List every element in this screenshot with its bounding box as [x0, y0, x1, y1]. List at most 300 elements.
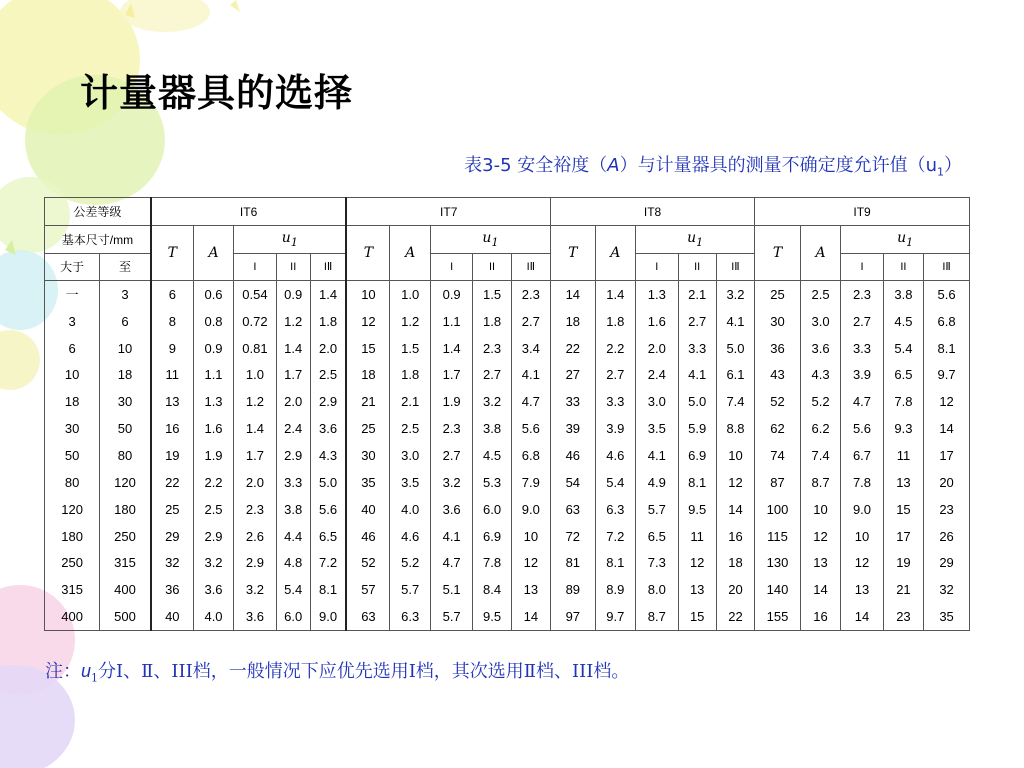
table-cell: 10 [45, 362, 100, 389]
table-cell: 2.9 [234, 549, 277, 576]
note-text: 分Ⅰ、Ⅱ、III档，一般情况下应优先选用Ⅰ档，其次选用Ⅱ档、III档。 [98, 661, 630, 682]
table-cell: 1.0 [234, 362, 277, 389]
table-cell: 1.1 [430, 308, 473, 335]
table-cell: 12 [716, 469, 754, 496]
table-cell: 14 [924, 415, 970, 442]
table-cell: 1.7 [276, 362, 310, 389]
table-row [45, 388, 970, 415]
table-cell: 5.0 [310, 469, 346, 496]
caption-subscript: 1 [937, 165, 944, 179]
table-cell: 16 [800, 603, 840, 630]
table-cell: 5.9 [678, 415, 716, 442]
header-t-it8: T [551, 226, 596, 281]
table-cell: 7.4 [716, 388, 754, 415]
table-cell: 15 [346, 335, 390, 362]
table-cell: 4.3 [800, 362, 840, 389]
table-cell: 17 [924, 442, 970, 469]
caption-middle: ）与计量器具的测量不确定度允许值（u [619, 155, 937, 176]
table-cell: 18 [346, 362, 390, 389]
table-cell: 12 [511, 549, 550, 576]
table-cell: 14 [511, 603, 550, 630]
table-cell: 1.5 [473, 281, 511, 308]
u-subscript: 1 [906, 235, 914, 249]
table-cell: 2.7 [841, 308, 884, 335]
table-cell: 1.7 [430, 362, 473, 389]
table-cell: 6.1 [716, 362, 754, 389]
table-cell: 22 [551, 335, 596, 362]
table-cell: 9.7 [595, 603, 635, 630]
table-cell: 23 [883, 603, 923, 630]
table-cell: 13 [800, 549, 840, 576]
table-body [45, 281, 970, 631]
u-symbol: u [281, 230, 291, 247]
header-level-1: I [234, 254, 277, 281]
header-t-it9: T [755, 226, 801, 281]
table-cell: 8.9 [595, 576, 635, 603]
table-cell: 6 [100, 308, 151, 335]
table-cell: 33 [551, 388, 596, 415]
table-cell: 8.4 [473, 576, 511, 603]
table-cell: 46 [346, 523, 390, 550]
table-cell: 16 [151, 415, 194, 442]
table-cell: 3.3 [841, 335, 884, 362]
table-cell: 7.2 [310, 549, 346, 576]
bubble-yellow-mid [0, 330, 40, 390]
table-cell: 4.9 [636, 469, 679, 496]
caption-a-symbol: A [607, 155, 620, 176]
table-cell: 27 [551, 362, 596, 389]
table-row [45, 469, 970, 496]
u-symbol: u [897, 230, 907, 247]
header-level-2: II [883, 254, 923, 281]
table-cell: 7.8 [841, 469, 884, 496]
table-cell: 20 [716, 576, 754, 603]
table-cell: 7.8 [883, 388, 923, 415]
u-subscript: 1 [696, 235, 704, 249]
table-cell: 3.2 [234, 576, 277, 603]
table-cell: 1.7 [234, 442, 277, 469]
table-cell: 5.2 [800, 388, 840, 415]
table-cell: 3.6 [234, 603, 277, 630]
table-cell: 120 [100, 469, 151, 496]
table-cell: 6.0 [473, 496, 511, 523]
table-cell: 1.1 [193, 362, 233, 389]
header-a-it6: A [193, 226, 233, 281]
table-cell: 7.3 [636, 549, 679, 576]
table-cell: 1.4 [595, 281, 635, 308]
table-cell: 2.7 [511, 308, 550, 335]
table-cell: 4.1 [678, 362, 716, 389]
table-cell: 14 [716, 496, 754, 523]
table-cell: 20 [924, 469, 970, 496]
table-cell: 15 [883, 496, 923, 523]
table-cell: 18 [551, 308, 596, 335]
table-cell: 35 [924, 603, 970, 630]
table-cell: 30 [346, 442, 390, 469]
table-cell: 2.5 [390, 415, 430, 442]
table-cell: 12 [841, 549, 884, 576]
table-cell: 3.3 [595, 388, 635, 415]
table-cell: 6.3 [390, 603, 430, 630]
table-cell: 9.5 [678, 496, 716, 523]
table-cell: 6 [45, 335, 100, 362]
table-cell: 62 [755, 415, 801, 442]
table-cell: 3.4 [511, 335, 550, 362]
header-grade-it6: IT6 [151, 198, 347, 226]
table-cell: 3.6 [193, 576, 233, 603]
table-cell: 1.8 [310, 308, 346, 335]
header-grade-it8: IT8 [551, 198, 755, 226]
table-cell: 9.7 [924, 362, 970, 389]
table-cell: 35 [346, 469, 390, 496]
table-cell: 9.0 [511, 496, 550, 523]
table-cell: 30 [45, 415, 100, 442]
table-cell: 2.0 [276, 388, 310, 415]
table-cell: 1.6 [193, 415, 233, 442]
table-cell: 400 [100, 576, 151, 603]
table-cell: 0.8 [193, 308, 233, 335]
table-cell: 2.3 [234, 496, 277, 523]
table-cell: 29 [924, 549, 970, 576]
table-cell: 5.6 [511, 415, 550, 442]
table-cell: 3.2 [473, 388, 511, 415]
header-level-2: II [678, 254, 716, 281]
table-cell: 43 [755, 362, 801, 389]
table-cell: 4.1 [511, 362, 550, 389]
table-cell: 10 [800, 496, 840, 523]
table-cell: 4.8 [276, 549, 310, 576]
table-cell: 50 [45, 442, 100, 469]
table-cell: 140 [755, 576, 801, 603]
table-cell: 14 [800, 576, 840, 603]
table-cell: 10 [346, 281, 390, 308]
table-cell: 1.3 [636, 281, 679, 308]
table-row [45, 549, 970, 576]
table-cell: 32 [151, 549, 194, 576]
table-cell: 0.54 [234, 281, 277, 308]
table-cell: 1.2 [234, 388, 277, 415]
header-level-1: I [430, 254, 473, 281]
table-cell: 19 [883, 549, 923, 576]
table-cell: 6.0 [276, 603, 310, 630]
table-cell: 63 [551, 496, 596, 523]
table-cell: 16 [716, 523, 754, 550]
table-cell: 6.7 [841, 442, 884, 469]
table-cell: 8.7 [800, 469, 840, 496]
header-u1-it7 [430, 226, 550, 254]
table-cell: 3.0 [636, 388, 679, 415]
table-cell: 6.9 [473, 523, 511, 550]
table-row [45, 496, 970, 523]
table-cell: 1.5 [390, 335, 430, 362]
table-cell: 3.5 [390, 469, 430, 496]
table-cell: 6.5 [636, 523, 679, 550]
table-cell: 8.1 [678, 469, 716, 496]
table-cell: 一 [45, 281, 100, 308]
u-symbol: u [482, 230, 492, 247]
table-cell: 12 [924, 388, 970, 415]
table-cell: 3.9 [595, 415, 635, 442]
table-row [45, 603, 970, 630]
table-cell: 8.0 [636, 576, 679, 603]
table-cell: 13 [841, 576, 884, 603]
table-cell: 22 [716, 603, 754, 630]
table-cell: 14 [841, 603, 884, 630]
table-cell: 3.9 [841, 362, 884, 389]
table-cell: 4.3 [310, 442, 346, 469]
table-cell: 32 [924, 576, 970, 603]
table-cell: 6.5 [310, 523, 346, 550]
table-cell: 3.2 [193, 549, 233, 576]
table-cell: 3 [45, 308, 100, 335]
table-cell: 8 [151, 308, 194, 335]
table-cell: 0.9 [430, 281, 473, 308]
table-cell: 3.6 [800, 335, 840, 362]
table-cell: 4.1 [716, 308, 754, 335]
table-cell: 11 [678, 523, 716, 550]
table-cell: 50 [100, 415, 151, 442]
table-cell: 7.2 [595, 523, 635, 550]
table-cell: 10 [511, 523, 550, 550]
table-cell: 6.3 [595, 496, 635, 523]
header-u1-it9 [841, 226, 970, 254]
table-cell: 8.1 [310, 576, 346, 603]
table-cell: 7.9 [511, 469, 550, 496]
table-cell: 315 [45, 576, 100, 603]
table-cell: 6 [151, 281, 194, 308]
table-cell: 2.5 [800, 281, 840, 308]
table-cell: 7.8 [473, 549, 511, 576]
table-cell: 40 [151, 603, 194, 630]
table-cell: 1.4 [310, 281, 346, 308]
table-cell: 180 [100, 496, 151, 523]
table-cell: 5.7 [430, 603, 473, 630]
table-cell: 36 [755, 335, 801, 362]
table-cell: 1.2 [276, 308, 310, 335]
table-row [45, 523, 970, 550]
table-cell: 5.4 [595, 469, 635, 496]
table-cell: 21 [346, 388, 390, 415]
table-cell: 2.4 [636, 362, 679, 389]
caption-prefix: 表3-5 安全裕度（ [464, 155, 608, 176]
table-cell: 6.9 [678, 442, 716, 469]
header-basic-size: 基本尺寸/mm [45, 226, 151, 254]
table-cell: 15 [678, 603, 716, 630]
table-cell: 6.2 [800, 415, 840, 442]
table-cell: 9.5 [473, 603, 511, 630]
table-cell: 0.72 [234, 308, 277, 335]
table-cell: 1.6 [636, 308, 679, 335]
table-cell: 5.6 [924, 281, 970, 308]
table-cell: 5.1 [430, 576, 473, 603]
table-cell: 2.7 [473, 362, 511, 389]
table-cell: 36 [151, 576, 194, 603]
table-cell: 3.2 [430, 469, 473, 496]
table-cell: 2.3 [841, 281, 884, 308]
table-cell: 12 [678, 549, 716, 576]
table-cell: 4.0 [390, 496, 430, 523]
table-cell: 25 [755, 281, 801, 308]
table-cell: 25 [346, 415, 390, 442]
table-cell: 3.6 [430, 496, 473, 523]
table-cell: 4.1 [636, 442, 679, 469]
table-cell: 26 [924, 523, 970, 550]
table-row [45, 415, 970, 442]
header-tolerance-grade: 公差等级 [45, 198, 151, 226]
note-subscript: 1 [91, 671, 99, 685]
table-cell: 21 [883, 576, 923, 603]
table-cell: 1.4 [430, 335, 473, 362]
table-cell: 500 [100, 603, 151, 630]
table-cell: 4.1 [430, 523, 473, 550]
table-cell: 3.6 [310, 415, 346, 442]
table-row [45, 308, 970, 335]
table-cell: 18 [100, 362, 151, 389]
table-cell: 1.9 [430, 388, 473, 415]
table-cell: 13 [511, 576, 550, 603]
table-cell: 8.7 [636, 603, 679, 630]
table-cell: 12 [346, 308, 390, 335]
table-cell: 2.2 [193, 469, 233, 496]
table-cell: 9.0 [841, 496, 884, 523]
table-cell: 1.4 [276, 335, 310, 362]
table-cell: 4.5 [473, 442, 511, 469]
u-subscript: 1 [290, 235, 298, 249]
table-cell: 13 [883, 469, 923, 496]
table-cell: 2.3 [511, 281, 550, 308]
table-cell: 2.5 [193, 496, 233, 523]
table-cell: 9.0 [310, 603, 346, 630]
table-cell: 54 [551, 469, 596, 496]
table-cell: 2.4 [276, 415, 310, 442]
table-cell: 315 [100, 549, 151, 576]
table-cell: 2.7 [430, 442, 473, 469]
table-cell: 2.9 [310, 388, 346, 415]
table-cell: 3.0 [390, 442, 430, 469]
table-cell: 52 [346, 549, 390, 576]
table-cell: 5.7 [636, 496, 679, 523]
table-cell: 8.1 [924, 335, 970, 362]
table-cell: 155 [755, 603, 801, 630]
table-footnote [45, 657, 629, 685]
table-cell: 4.0 [193, 603, 233, 630]
u-subscript: 1 [491, 235, 499, 249]
table-cell: 2.1 [390, 388, 430, 415]
table-cell: 5.6 [310, 496, 346, 523]
table-cell: 5.0 [678, 388, 716, 415]
header-above: 大于 [45, 254, 100, 281]
table-cell: 3.8 [473, 415, 511, 442]
table-cell: 30 [100, 388, 151, 415]
table-cell: 0.6 [193, 281, 233, 308]
table-cell: 5.2 [390, 549, 430, 576]
table-cell: 19 [151, 442, 194, 469]
uncertainty-table [44, 197, 970, 631]
table-row [45, 442, 970, 469]
table-cell: 1.8 [390, 362, 430, 389]
u-symbol: u [687, 230, 697, 247]
table-cell: 5.7 [390, 576, 430, 603]
table-cell: 23 [924, 496, 970, 523]
table-cell: 115 [755, 523, 801, 550]
table-cell: 4.5 [883, 308, 923, 335]
table-cell: 39 [551, 415, 596, 442]
table-cell: 3 [100, 281, 151, 308]
table-cell: 2.3 [430, 415, 473, 442]
table-cell: 0.9 [276, 281, 310, 308]
header-a-it7: A [390, 226, 430, 281]
table-cell: 25 [151, 496, 194, 523]
table-cell: 87 [755, 469, 801, 496]
header-level-1: I [636, 254, 679, 281]
table-cell: 3.8 [883, 281, 923, 308]
table-cell: 57 [346, 576, 390, 603]
table-cell: 52 [755, 388, 801, 415]
table-cell: 400 [45, 603, 100, 630]
table-cell: 1.8 [595, 308, 635, 335]
table-cell: 9 [151, 335, 194, 362]
table-row [45, 335, 970, 362]
table-cell: 2.2 [595, 335, 635, 362]
table-cell: 2.6 [234, 523, 277, 550]
sparkle-yellow-2 [230, 0, 240, 12]
table-cell: 12 [800, 523, 840, 550]
table-caption [464, 151, 962, 179]
table-cell: 3.0 [800, 308, 840, 335]
table-cell: 40 [346, 496, 390, 523]
header-to: 至 [100, 254, 151, 281]
table-cell: 4.6 [595, 442, 635, 469]
table-cell: 30 [755, 308, 801, 335]
table-cell: 80 [45, 469, 100, 496]
header-level-3: IⅡ [924, 254, 970, 281]
table-cell: 81 [551, 549, 596, 576]
table-cell: 13 [678, 576, 716, 603]
table-cell: 29 [151, 523, 194, 550]
table-cell: 97 [551, 603, 596, 630]
slide-title: 计量器具的选择 [80, 70, 354, 115]
table-cell: 2.5 [310, 362, 346, 389]
table-cell: 18 [45, 388, 100, 415]
header-level-3: IⅡ [716, 254, 754, 281]
header-level-2: II [276, 254, 310, 281]
table-cell: 2.0 [636, 335, 679, 362]
table-row [45, 281, 970, 308]
table-cell: 4.7 [511, 388, 550, 415]
note-u-symbol: u [81, 661, 92, 681]
table-cell: 6.5 [883, 362, 923, 389]
table-cell: 1.2 [390, 308, 430, 335]
header-grade-it7: IT7 [346, 198, 550, 226]
table-cell: 9.3 [883, 415, 923, 442]
table-cell: 120 [45, 496, 100, 523]
table-cell: 8.1 [595, 549, 635, 576]
table-cell: 89 [551, 576, 596, 603]
header-level-1: I [841, 254, 884, 281]
table-cell: 5.0 [716, 335, 754, 362]
table-cell: 1.3 [193, 388, 233, 415]
table-cell: 3.5 [636, 415, 679, 442]
header-u1-it8 [636, 226, 755, 254]
table-cell: 5.3 [473, 469, 511, 496]
table-cell: 1.0 [390, 281, 430, 308]
table-cell: 3.8 [276, 496, 310, 523]
table-cell: 72 [551, 523, 596, 550]
table-cell: 74 [755, 442, 801, 469]
table-cell: 7.4 [800, 442, 840, 469]
table-cell: 5.4 [883, 335, 923, 362]
table-cell: 1.9 [193, 442, 233, 469]
